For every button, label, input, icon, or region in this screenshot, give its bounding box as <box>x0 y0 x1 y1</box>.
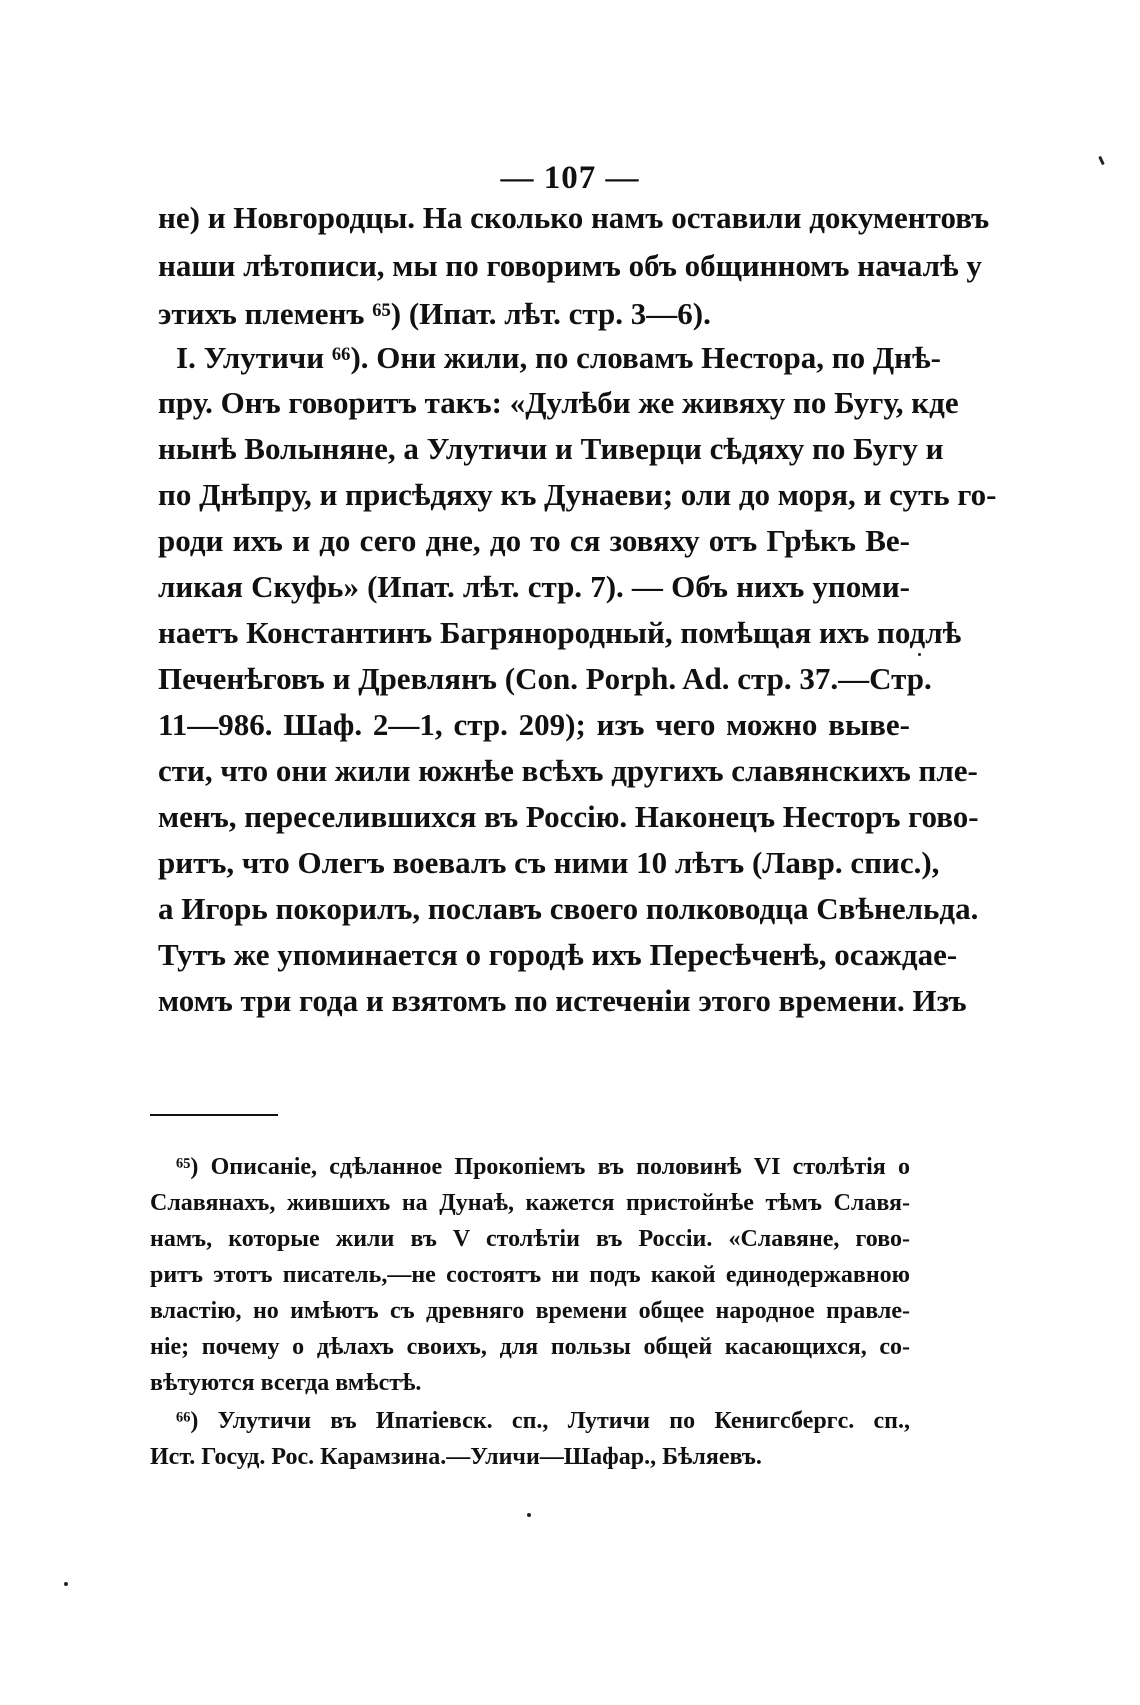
page-number: — 107 — <box>500 160 640 196</box>
body-line: наши лѣтописи, мы по говоримъ объ общинномъ началѣ у <box>158 248 982 283</box>
body-line: сти, что они жили южнѣе всѣхъ другихъ славянскихъ пле- <box>158 753 978 788</box>
footnote-line: ніе; почему о дѣлахъ своихъ, для пользы общей касающихся, со- <box>150 1334 910 1360</box>
body-line: ликая Скуфь» (Ипат. лѣт. стр. 7). — Объ нихъ упоми- <box>158 569 910 604</box>
body-line: наетъ Константинъ Багрянородный, помѣщая ихъ подлѣ <box>158 615 962 650</box>
footnote-line: ⁶⁶) Улутичи въ Ипатіевск. сп., Лутичи по Кенигсбергс. сп., <box>176 1408 910 1434</box>
ink-speck <box>64 1582 68 1586</box>
footnote-line: ⁶⁵) Описаніе, сдѣланное Прокопіемъ въ половинѣ VI столѣтія о <box>176 1154 910 1180</box>
footnote-line: намъ, которые жили въ V столѣтіи въ Россіи. «Славяне, гово- <box>150 1226 910 1252</box>
body-line: а Игорь покорилъ, пославъ своего полководца Свѣнельда. <box>158 891 979 926</box>
body-line: Тутъ же упоминается о городѣ ихъ Пересѣченѣ, осаждае- <box>158 937 958 972</box>
body-line: нынѣ Волыняне, а Улутичи и Тиверци сѣдяху по Бугу и <box>158 431 944 466</box>
footnote-line: властію, но имѣютъ съ древняго времени общее народное правле- <box>150 1298 910 1324</box>
body-line: этихъ племенъ ⁶⁵) (Ипат. лѣт. стр. 3—6). <box>158 296 711 331</box>
body-line: момъ три года и взятомъ по истеченіи этого времени. Изъ <box>158 983 967 1018</box>
body-line: I. Улутичи ⁶⁶). Они жили, по словамъ Нестора, по Днѣ- <box>176 340 941 375</box>
body-line: по Днѣпру, и присѣдяху къ Дунаеви; оли до моря, и суть го- <box>158 477 997 512</box>
footnote-line: Славянахъ, жившихъ на Дунаѣ, кажется пристойнѣе тѣмъ Славя- <box>150 1190 910 1216</box>
footnote-line: Ист. Госуд. Рос. Карамзина.—Уличи—Шафар., Бѣляевъ. <box>150 1444 762 1470</box>
body-line: не) и Новгородцы. На сколько намъ оставили документовъ <box>158 200 990 235</box>
body-line: роди ихъ и до сего дне, до то ся зовяху отъ Грѣкъ Ве- <box>158 523 910 558</box>
footnote-line: ритъ этотъ писатель,—не состоятъ ни подъ какой единодержавною <box>150 1262 910 1288</box>
body-line: 11—986. Шаф. 2—1, стр. 209); изъ чего можно выве- <box>158 707 910 742</box>
footnote-line: вѣтуются всегда вмѣстѣ. <box>150 1370 422 1396</box>
ink-speck <box>527 1513 531 1517</box>
footnote-separator <box>150 1114 278 1116</box>
ink-speck <box>918 653 921 656</box>
body-line: пру. Онъ говоритъ такъ: «Дулѣби же живяху по Бугу, кде <box>158 385 959 420</box>
body-line: менъ, переселившихся въ Россію. Наконецъ Несторъ гово- <box>158 799 979 834</box>
body-line: Печенѣговъ и Древлянъ (Con. Porph. Ad. стр. 37.—Стр. <box>158 661 932 696</box>
body-line: ритъ, что Олегъ воевалъ съ ними 10 лѣтъ (Лавр. спис.), <box>158 845 940 880</box>
